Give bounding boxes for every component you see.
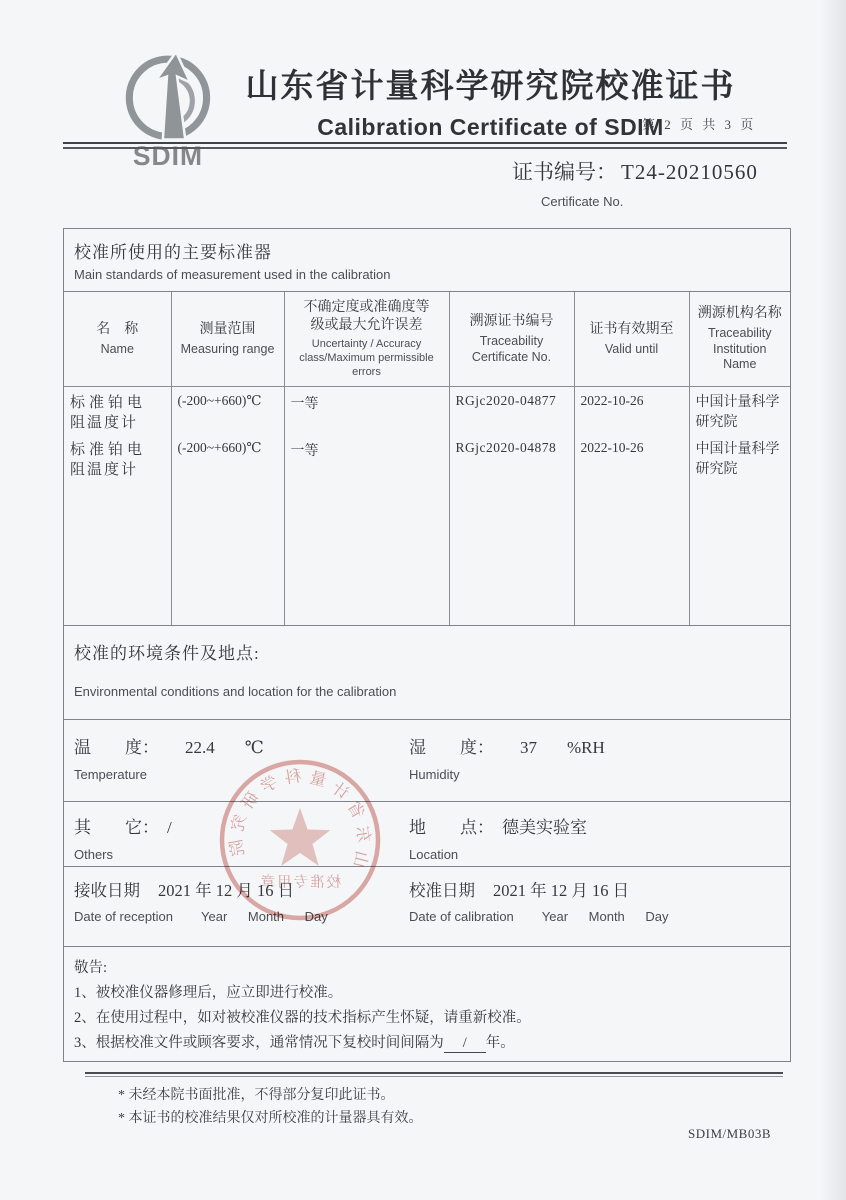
- standards-section-title-en: Main standards of measurement used in the calibration: [74, 267, 391, 282]
- divider: [64, 946, 790, 947]
- certificate-number: [512, 156, 758, 186]
- form-code: SDIM/MB03B: [688, 1126, 772, 1141]
- certificate-number-label: 证书编号：: [512, 160, 617, 184]
- others-label-en: Others: [74, 847, 114, 862]
- stamp-bottom-text: 校准专用章: [258, 875, 342, 891]
- certificate-number-label-en: Certificate No.: [541, 194, 624, 209]
- environment-section-title: 校准的环境条件及地点:: [74, 644, 260, 663]
- environment-section-title-en: Environmental conditions and location for the calibration: [74, 684, 397, 699]
- temperature-value: 22.4: [185, 738, 215, 757]
- calibration-date-label-en: Date of calibration: [409, 909, 514, 924]
- standard-institution: 中国计量科学研究院: [695, 441, 780, 477]
- temperature-unit: ℃: [244, 738, 264, 757]
- standard-valid-until: 2022-10-26: [574, 434, 689, 481]
- footnote-1: * 未经本院书面批准，不得部分复印此证书。: [118, 1088, 395, 1103]
- col-header-traceability-cert: 溯源证书编号 Traceability Certificate No.: [449, 292, 574, 387]
- header-rule: [63, 142, 787, 149]
- standard-cert-no: RGjc2020-04878: [449, 434, 574, 481]
- sdim-logo-icon: [112, 50, 230, 170]
- calibration-date-value: 2021 年 12 月 16 日: [493, 881, 630, 900]
- col-header-range: 测量范围 Measuring range: [171, 292, 284, 387]
- humidity-label: 湿 度：: [409, 738, 494, 757]
- notice-item-3: 3、根据校准文件或顾客要求，通常情况下复校时间间隔为 / 年。: [74, 1034, 515, 1051]
- page-title: 山东省计量科学研究院校准证书: [245, 69, 736, 105]
- main-content-box: [63, 228, 791, 1062]
- others-label: 其 它：: [74, 818, 159, 837]
- location-value: 德美实验室: [502, 818, 587, 837]
- notice-section: [74, 956, 780, 1056]
- notice-item-2: 2、在使用过程中，如对被校准仪器的技术指标产生怀疑，请重新校准。: [74, 1009, 531, 1026]
- standard-accuracy: 一等: [284, 387, 449, 434]
- recal-interval-blank: /: [444, 1036, 486, 1053]
- standard-name: 标准铂电阻温度计: [70, 395, 144, 432]
- location-field: [409, 813, 587, 862]
- divider: [64, 866, 790, 867]
- page-title-en: Calibration Certificate of SDIM: [317, 114, 664, 140]
- humidity-unit: %RH: [567, 738, 605, 757]
- reception-date-units-en: Year Month Day: [201, 909, 328, 924]
- temperature-label: 温 度：: [74, 738, 159, 757]
- standards-section-title: 校准所使用的主要标准器: [74, 243, 272, 262]
- table-row: [64, 387, 790, 434]
- calibration-date-field: [409, 877, 669, 924]
- calibration-date-units-en: Year Month Day: [541, 909, 669, 924]
- table-empty-row: [64, 480, 790, 625]
- certificate-number-value: T24-20210560: [621, 160, 758, 184]
- standard-cert-no: RGjc2020-04877: [449, 387, 574, 434]
- footnotes: [118, 1084, 423, 1130]
- col-header-valid-until: 证书有效期至 Valid until: [574, 292, 689, 387]
- standard-accuracy: 一等: [284, 434, 449, 481]
- col-header-name: 名 称 Name: [64, 292, 171, 387]
- temperature-label-en: Temperature: [74, 767, 147, 782]
- divider: [64, 719, 790, 720]
- stamp-star-icon: [270, 808, 331, 866]
- col-header-institution: 溯源机构名称 Traceability Institution Name: [689, 292, 790, 387]
- reception-date-label: 接收日期: [74, 881, 140, 900]
- location-label: 地 点：: [409, 818, 494, 837]
- table-row: [64, 434, 790, 481]
- divider: [64, 801, 790, 802]
- notice-title: 敬告:: [74, 960, 108, 976]
- reception-date-value: 2021 年 12 月 16 日: [158, 881, 295, 900]
- calibration-date-label: 校准日期: [409, 881, 475, 900]
- footnote-2: * 本证书的校准结果仅对所校准的计量器具有效。: [118, 1111, 423, 1127]
- col-header-uncertainty: 不确定度或准确度等级或最大允许误差 Uncertainty / Accuracy class/Maximum permissible errors: [284, 292, 449, 387]
- notice-item-1: 1、被校准仪器修理后，应立即进行校准。: [74, 984, 343, 1001]
- humidity-label-en: Humidity: [409, 767, 460, 782]
- standards-table-header-row: [64, 292, 790, 387]
- others-field: [74, 813, 172, 862]
- page-number: 第 2 页 共 3 页: [642, 117, 757, 132]
- red-seal-stamp: [215, 755, 385, 925]
- others-value: /: [167, 818, 172, 837]
- standard-name: 标准铂电阻温度计: [70, 441, 144, 478]
- logo-text: SDIM: [132, 140, 204, 170]
- standard-range: (-200~+660)℃: [171, 434, 284, 481]
- reception-date-label-en: Date of reception: [74, 909, 174, 924]
- standard-valid-until: 2022-10-26: [574, 387, 689, 434]
- footer-rule: [85, 1072, 783, 1077]
- standard-institution: 中国计量科学研究院: [695, 395, 780, 431]
- humidity-field: [409, 733, 605, 782]
- standard-range: (-200~+660)℃: [171, 387, 284, 434]
- standards-table: [64, 291, 790, 626]
- stamp-arc-text: 山东省计量科学研究院: [226, 766, 374, 870]
- humidity-value: 37: [520, 738, 537, 757]
- location-label-en: Location: [409, 847, 459, 862]
